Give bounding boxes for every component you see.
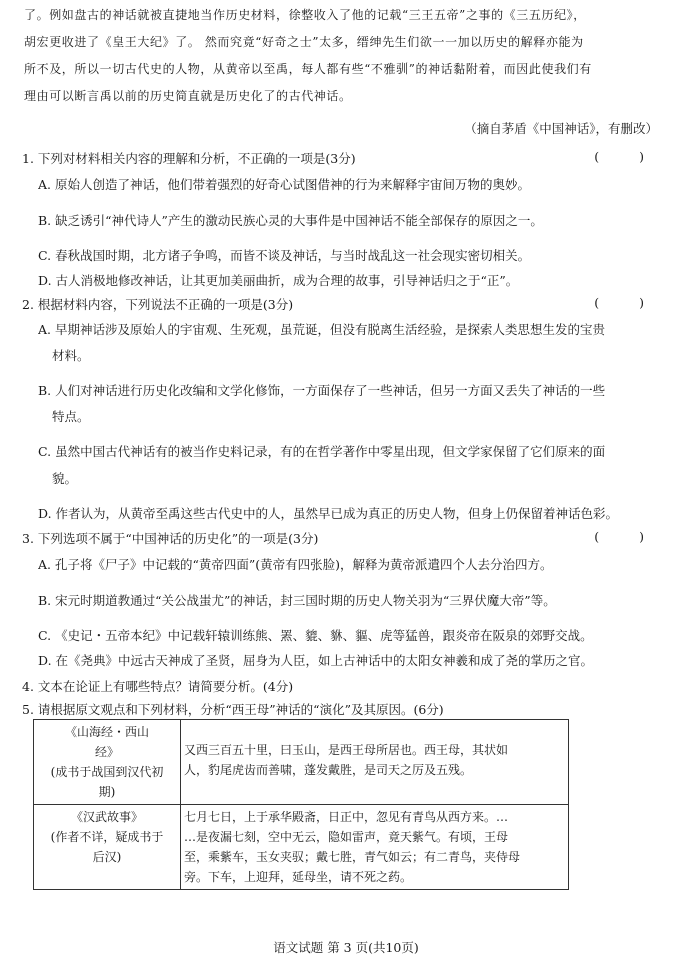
q3-option-d: D. 在《尧典》中远古天神成了圣贤，屈身为人臣，如上古神话中的太阳女神羲和成了尧的掌历之官。 [38,653,594,668]
cell-line: 又西三百五十里，曰玉山，是西王母所居也。西王母，其状如 [184,743,509,757]
q1-option-c: C. 春秋战国时期，北方诸子争鸣，而皆不谈及神话，与当时战乱这一社会现实密切相关。 [38,248,531,263]
answer-blank-3: ( ) [594,529,662,544]
table-cell-source [34,805,181,890]
passage-line: 所不及，所以一切古代史的人物，从黄帝以至禹，每人都有些“不雅驯”的神话黏附着，而因此使我们有 [24,62,592,76]
material-table [33,719,569,890]
cell-line: 人，豹尾虎齿而善啸，蓬发戴胜，是司天之厉及五残。 [184,763,473,777]
cell-line: …是夜漏七刻，空中无云，隐如雷声，竟天紫气。有顷，王母 [184,830,509,844]
q1-option-d: D. 古人消极地修改神话，让其更加美丽曲折，成为合理的故事，引导神话归之于“正”。 [38,273,519,288]
page-footer: 语文试题 第 3 页(共10页) [273,940,419,955]
answer-blank-2: ( ) [594,295,662,310]
q3-option-a: A. 孔子将《尸子》中记载的“黄帝四面”(黄帝有四张脸)，解释为黄帝派遣四个人去分治四方。 [38,557,553,572]
table-cell-text [181,720,569,805]
q2-option-c-cont: 貌。 [52,471,78,486]
passage-line: 理由可以断言禹以前的历史简直就是历史化了的古代神话。 [24,89,352,103]
question-1-stem: 1. 下列对材料相关内容的理解和分析，不正确的一项是(3分) [22,151,356,166]
q3-option-b: B. 宋元时期道教通过“关公战蚩尤”的神话，封三国时期的历史人物关羽为“三界伏魔大帝”等。 [38,593,556,608]
passage-source: （摘自茅盾《中国神话》，有删改） [464,121,658,136]
question-5-stem: 5. 请根据原文观点和下列材料，分析“西王母”神话的“演化”及其原因。(6分) [22,702,444,717]
cell-line: 七月七日，上于承华殿斋，日正中，忽见有青鸟从西方来。… [184,810,509,824]
table-row [34,805,569,890]
cell-line: 经》 [94,745,119,759]
q2-option-a-cont: 材料。 [52,348,90,363]
passage-line: 胡宏更收进了《皇王大纪》了。 然而究竟“好奇之士”太多，缙绅先生们欲一一加以历史的解释亦能为 [24,35,584,49]
q2-option-d: D. 作者认为，从黄帝至禹这些古代史中的人，虽然早已成为真正的历史人物，但身上仍保留着神话色彩。 [38,506,619,521]
cell-line: 至，乘紫车，玉女夹驭；戴七胜，青气如云；有二青鸟，夹侍母 [184,850,521,864]
q2-option-a: A. 早期神话涉及原始人的宇宙观、生死观，虽荒诞，但没有脱离生活经验，是探索人类思想生发的宝贵 [38,322,605,337]
q1-option-a: A. 原始人创造了神话，他们带着强烈的好奇心试图借神的行为来解释宇宙间万物的奥妙。 [38,177,530,192]
q3-option-c: C. 《史记・五帝本纪》中记载轩辕训练熊、罴、貔、貅、貙、虎等猛兽，跟炎帝在阪泉的郊野交战。 [38,628,593,643]
cell-line: (作者不详，疑成书于 [50,830,164,844]
question-4-stem: 4. 文本在论证上有哪些特点？请简要分析。(4分) [22,679,294,694]
table-cell-source [34,720,181,805]
q2-option-b-cont: 特点。 [52,409,90,424]
q1-option-b: B. 缺乏诱引“神代诗人”产生的激动民族心灵的大事件是中国神话不能全部保存的原因之一。 [38,213,543,228]
cell-line: (成书于战国到汉代初 [50,765,164,779]
passage-line: 了。例如盘古的神话就被直捷地当作历史材料，徐整收入了他的记载“三王五帝”之事的《三五历纪》， [24,8,586,22]
table-cell-text [181,805,569,890]
cell-line: 《山海经・西山 [64,725,149,739]
cell-line: 《汉武故事》 [70,810,143,824]
question-2-stem: 2. 根据材料内容，下列说法不正确的一项是(3分) [22,297,294,312]
cell-line: 旁。下车，上迎拜，延母坐，请不死之药。 [184,870,413,884]
q2-option-c: C. 虽然中国古代神话有的被当作史料记录，有的在哲学著作中零星出现，但文学家保留了它们原来的面 [38,444,606,459]
question-3-stem: 3. 下列选项不属于“中国神话的历史化”的一项是(3分) [22,531,319,546]
cell-line: 期) [98,785,116,799]
passage-text [24,2,672,110]
table-row [34,720,569,805]
q2-option-b: B. 人们对神话进行历史化改编和文学化修饰，一方面保存了一些神话，但另一方面又丢失了神话的一些 [38,383,606,398]
answer-blank-1: ( ) [594,149,662,164]
cell-line: 后汉) [92,850,122,864]
